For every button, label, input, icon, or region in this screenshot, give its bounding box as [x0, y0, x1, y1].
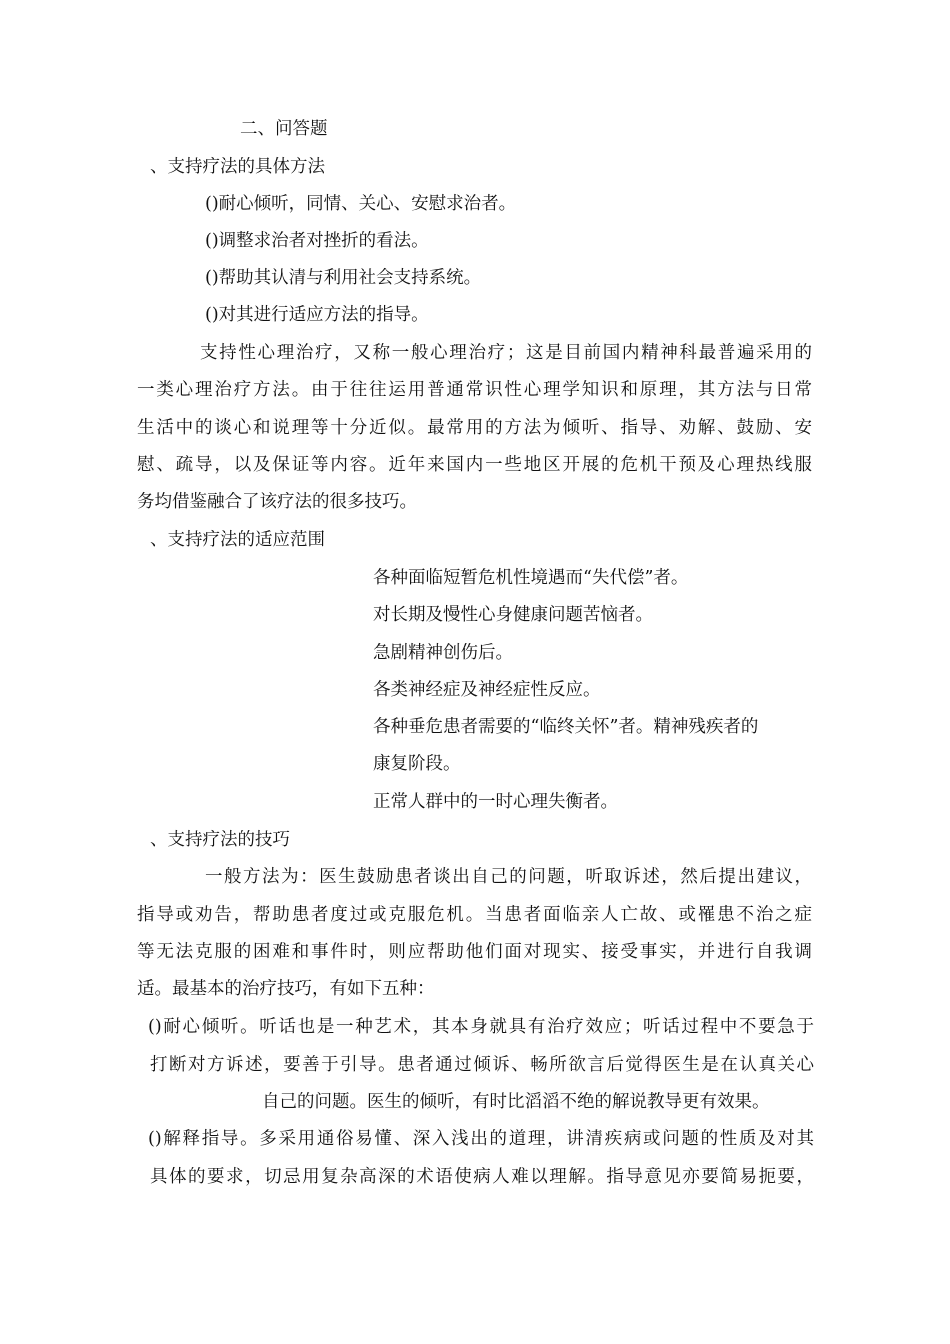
q1-heading: 、支持疗法的具体方法 [150, 157, 325, 177]
q3-item-line: ()耐心倾听。听话也是一种艺术，其本身就具有治疗效应；听话过程中不要急于 [148, 1017, 814, 1037]
q2-item: 康复阶段。 [373, 754, 461, 774]
q1-item: ()帮助其认清与利用社会支持系统。 [205, 268, 482, 288]
q3-para-line: 指导或劝告，帮助患者度过或克服危机。当患者面临亲人亡故、或罹患不治之症 [137, 905, 812, 925]
q3-para-line: 一般方法为：医生鼓励患者谈出自己的问题，听取诉述，然后提出建议， [205, 867, 812, 887]
q3-para-line: 等无法克服的困难和事件时，则应帮助他们面对现实、接受事实，并进行自我调 [137, 942, 812, 962]
q1-para-line: 慰、疏导，以及保证等内容。近年来国内一些地区开展的危机干预及心理热线服 [137, 455, 812, 475]
q2-item: 各种面临短暂危机性境遇而“失代偿”者。 [373, 568, 689, 588]
q1-item: ()调整求治者对挫折的看法。 [205, 231, 429, 251]
q2-item: 各种垂危患者需要的“临终关怀”者。精神残疾者的 [373, 717, 759, 737]
q2-item: 各类神经症及神经症性反应。 [373, 680, 601, 700]
q3-item-line: 具体的要求，切忌用复杂高深的术语使病人难以理解。指导意见亦要简易扼要， [150, 1167, 814, 1187]
q1-item: ()耐心倾听，同情、关心、安慰求治者。 [205, 194, 517, 214]
q3-heading: 、支持疗法的技巧 [150, 830, 290, 850]
q1-para-line: 支持性心理治疗，又称一般心理治疗；这是目前国内精神科最普遍采用的 [200, 343, 812, 363]
q1-para-line: 务均借鉴融合了该疗法的很多技巧。 [137, 492, 417, 512]
q3-item-line: ()解释指导。多采用通俗易懂、深入浅出的道理，讲清疾病或问题的性质及对其 [148, 1129, 814, 1149]
q1-para-line: 生活中的谈心和说理等十分近似。最常用的方法为倾听、指导、劝解、鼓励、安 [137, 418, 812, 438]
q2-heading: 、支持疗法的适应范围 [150, 530, 325, 550]
section-title: 二、问答题 [240, 119, 328, 139]
q2-item: 正常人群中的一时心理失衡者。 [373, 792, 618, 812]
q3-item-line: 自己的问题。医生的倾听，有时比滔滔不绝的解说教导更有效果。 [262, 1092, 770, 1112]
q1-para-line: 一类心理治疗方法。由于往往运用普通常识性心理学知识和原理，其方法与日常 [137, 380, 812, 400]
q3-item-line: 打断对方诉述，要善于引导。患者通过倾诉、畅所欲言后觉得医生是在认真关心 [150, 1055, 814, 1075]
q2-item: 急剧精神创伤后。 [373, 643, 513, 663]
q3-para-line: 适。最基本的治疗技巧，有如下五种： [137, 979, 435, 999]
q1-item: ()对其进行适应方法的指导。 [205, 305, 429, 325]
q2-item: 对长期及慢性心身健康问题苦恼者。 [373, 605, 653, 625]
